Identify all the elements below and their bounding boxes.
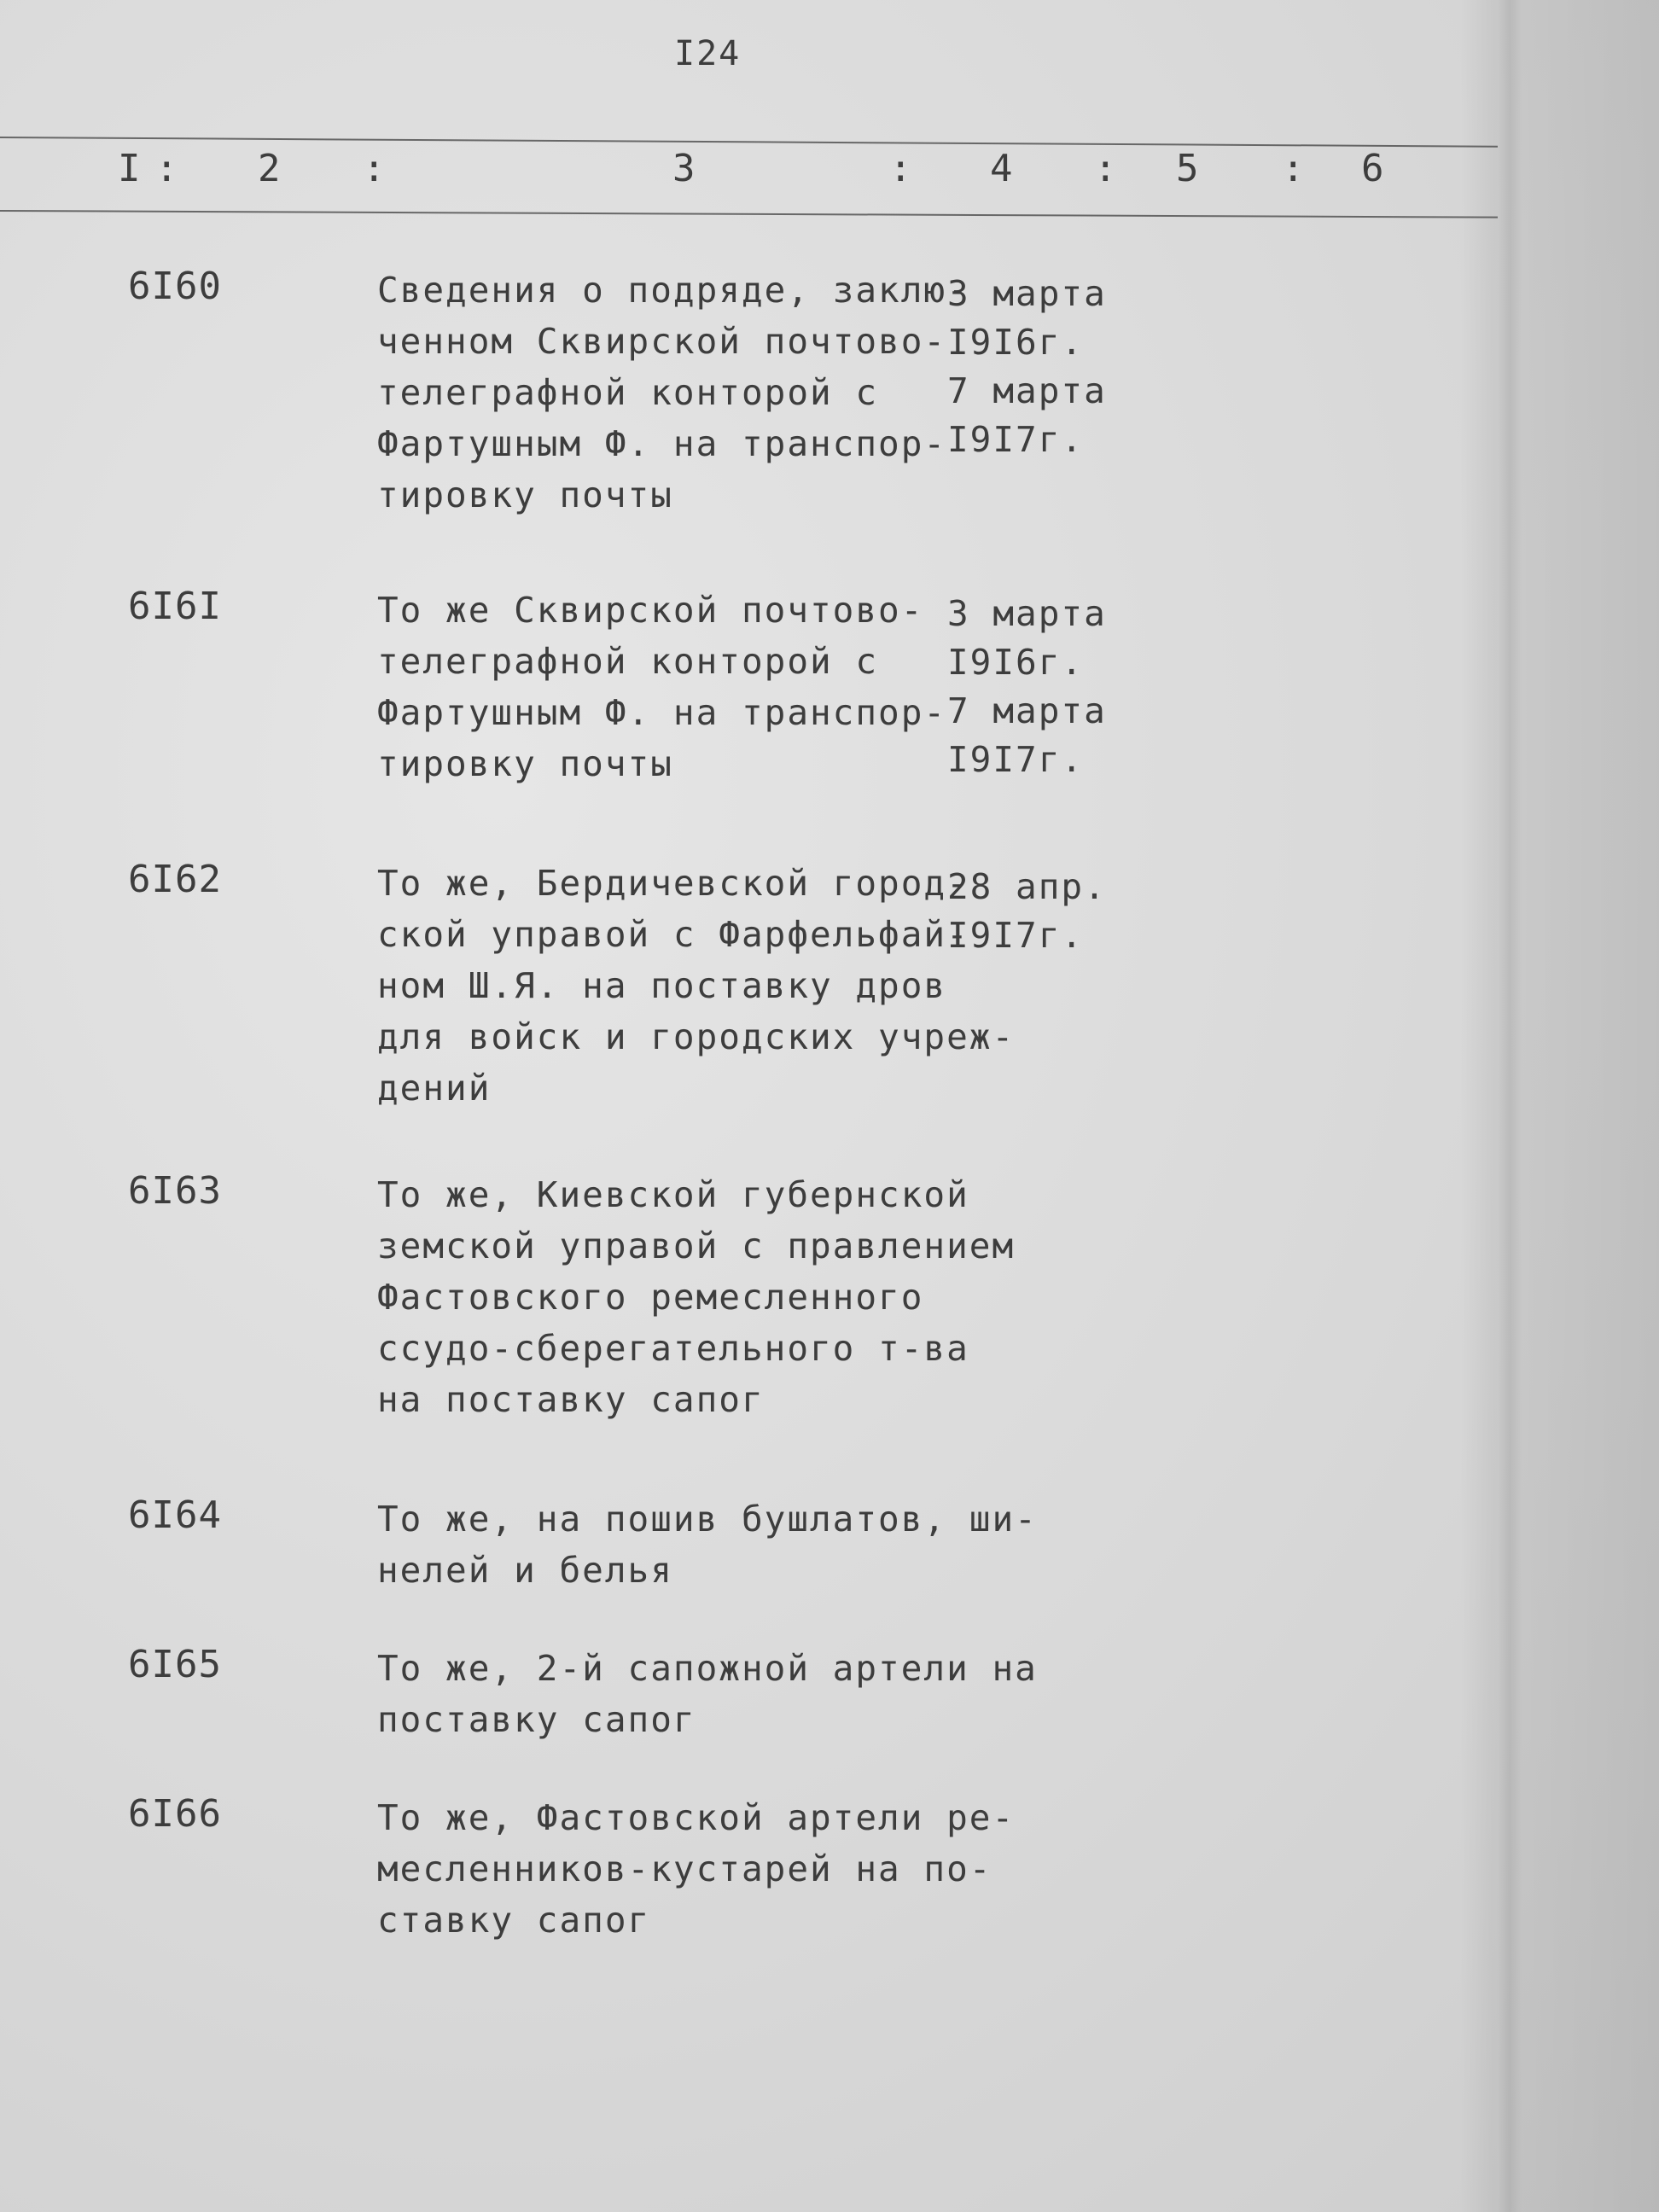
entry-description <box>377 585 975 789</box>
description-line: ставку сапог <box>377 1900 651 1941</box>
description-line: ссудо-сберегательного т-ва <box>377 1328 969 1369</box>
description-line: ской управой с Фарфельфай- <box>377 914 969 955</box>
column-header-6: 6 <box>1361 147 1384 190</box>
description-line: на поставку сапог <box>377 1379 765 1420</box>
page-edge-shadow <box>1498 0 1522 2212</box>
description-line: То же, 2-й сапожной артели на <box>377 1648 1038 1689</box>
description-line: месленников-кустарей на по- <box>377 1848 992 1889</box>
column-header-4: 4 <box>990 147 1013 190</box>
entry-description <box>377 1169 1016 1425</box>
description-line: поставку сапог <box>377 1699 696 1740</box>
entry-number: 6I66 <box>128 1792 222 1836</box>
date-line: I9I7г. <box>947 915 1085 956</box>
description-line: Фартушным Ф. на транспор- <box>377 692 947 733</box>
column-header-row <box>0 147 1498 198</box>
entry-number: 6I63 <box>128 1169 222 1213</box>
description-line: ном Ш.Я. на поставку дров <box>377 965 947 1006</box>
description-line: телеграфной конторой с <box>377 641 879 682</box>
description-line: земской управой с правлением <box>377 1225 1016 1266</box>
entry-description <box>377 1792 1016 1946</box>
description-line: Сведения о подряде, заклю- <box>377 270 969 311</box>
entry-number: 6I65 <box>128 1643 222 1686</box>
date-line: 3 марта <box>947 273 1107 314</box>
description-line: То же, Бердичевской город- <box>377 863 969 904</box>
header-top-rule <box>0 137 1498 148</box>
description-line: дений <box>377 1068 492 1109</box>
date-line: I9I7г. <box>947 739 1085 780</box>
description-line: телеграфной конторой с <box>377 372 879 413</box>
column-separator: : <box>889 147 912 190</box>
description-line: тировку почты <box>377 474 673 515</box>
date-line: 7 марта <box>947 690 1107 731</box>
entry-dates <box>947 270 1107 464</box>
entry-dates <box>947 590 1107 784</box>
column-header-2: 2 <box>258 147 281 190</box>
date-line: I9I6г. <box>947 322 1085 363</box>
column-separator: : <box>155 147 178 190</box>
description-line: Фартушным Ф. на транспор- <box>377 423 947 464</box>
date-line: 7 марта <box>947 370 1107 411</box>
column-header-1: I <box>118 147 141 190</box>
entry-description <box>377 1643 1038 1745</box>
date-line: 3 марта <box>947 593 1107 634</box>
entry-number: 6I6I <box>128 585 222 628</box>
entry-dates <box>947 863 1107 960</box>
date-line: I9I6г. <box>947 642 1085 683</box>
entry-number: 6I62 <box>128 858 222 901</box>
description-line: То же, Киевской губернской <box>377 1174 969 1215</box>
description-line: То же, на пошив бушлатов, ши- <box>377 1499 1038 1540</box>
entry-number: 6I60 <box>128 265 222 308</box>
page-number: I24 <box>674 34 742 73</box>
entry-description <box>377 265 975 521</box>
column-separator: : <box>363 147 386 190</box>
column-separator: : <box>1282 147 1305 190</box>
description-line: нелей и белья <box>377 1550 673 1591</box>
description-line: Фастовского ремесленного <box>377 1277 924 1318</box>
header-bottom-rule <box>0 210 1498 218</box>
column-separator: : <box>1094 147 1117 190</box>
description-line: для войск и городских учреж- <box>377 1016 1016 1057</box>
description-line: То же, Фастовской артели ре- <box>377 1797 1016 1838</box>
description-line: То же Сквирской почтово- <box>377 590 924 631</box>
date-line: 28 апр. <box>947 866 1107 907</box>
description-line: ченном Сквирской почтово- <box>377 321 947 362</box>
entry-description <box>377 1493 1038 1596</box>
column-header-5: 5 <box>1176 147 1199 190</box>
entry-number: 6I64 <box>128 1493 222 1537</box>
column-header-3: 3 <box>672 147 696 190</box>
description-line: тировку почты <box>377 743 673 784</box>
date-line: I9I7г. <box>947 419 1085 460</box>
